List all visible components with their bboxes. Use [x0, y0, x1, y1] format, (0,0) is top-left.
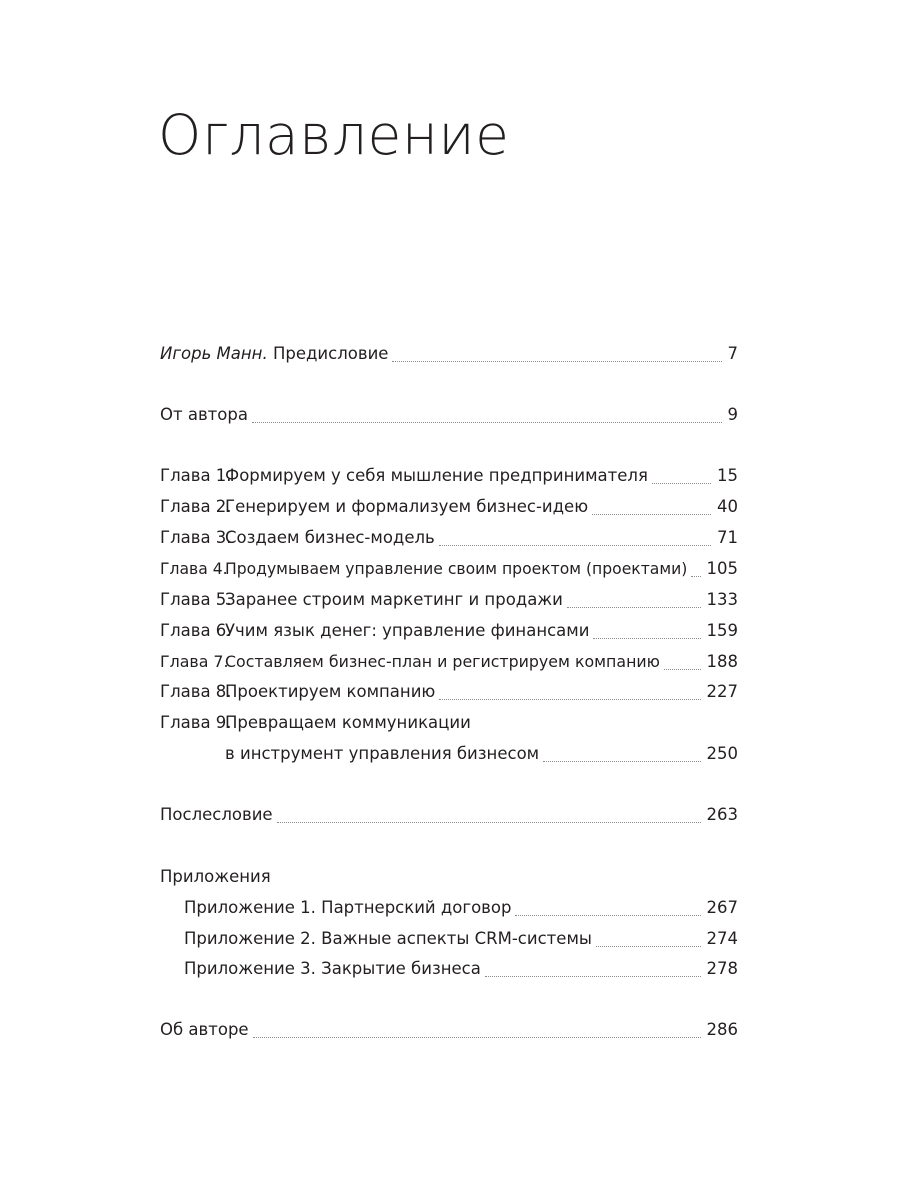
preface-label: Предисловие: [272, 344, 389, 363]
page-number: 278: [706, 959, 738, 978]
chapter-title: Генерируем и формализуем бизнес-идею: [225, 497, 589, 516]
toc-entry-appendix-2[interactable]: [184, 928, 738, 950]
toc-entry-chapter-8[interactable]: [160, 681, 738, 703]
dot-leader: [485, 976, 701, 977]
dot-leader: [691, 576, 700, 577]
page-number: 286: [706, 1020, 738, 1039]
toc-entry-chapter-9-continued[interactable]: [225, 743, 738, 765]
toc-entry-label: [160, 558, 687, 580]
dot-leader: [392, 361, 721, 362]
page-number: 274: [706, 929, 738, 948]
chapter-title: Заранее строим маркетинг и продажи: [225, 590, 563, 609]
chapter-title: Продумываем управление своим проектом (проектами): [225, 560, 688, 578]
page-number: 133: [706, 590, 738, 609]
dot-leader: [515, 915, 700, 916]
toc-entry-chapter-2[interactable]: [160, 496, 738, 518]
page-number: 71: [717, 528, 738, 547]
chapter-prefix: Глава 4.: [160, 560, 228, 578]
toc-entry-label: [160, 651, 660, 673]
toc-entry-chapter-5[interactable]: [160, 589, 738, 611]
preface-author: Игорь Манн.: [160, 344, 268, 363]
page-number: 105: [706, 559, 738, 578]
page-number: 40: [717, 497, 738, 516]
page-number: 159: [706, 621, 738, 640]
page-number: 250: [706, 744, 738, 763]
dot-leader: [252, 422, 722, 423]
dot-leader: [439, 699, 700, 700]
chapter-prefix: Глава 5.: [160, 590, 232, 609]
chapter-title-continued: в инструмент управления бизнесом: [225, 744, 540, 763]
page-number: 267: [706, 898, 738, 917]
appendices-heading: Приложения: [160, 867, 271, 886]
toc-entry-label: [160, 527, 435, 549]
chapter-prefix: Глава 2.: [160, 497, 232, 516]
toc-entry-label: [160, 465, 648, 487]
page-number: 9: [727, 405, 738, 424]
page-number: 7: [727, 344, 738, 363]
toc-entry-label: [160, 343, 388, 365]
toc-entry-chapter-1[interactable]: [160, 465, 738, 487]
toc-entry-label: Об авторе: [160, 1020, 249, 1039]
chapter-title: Составляем бизнес-план и регистрируем компанию: [225, 652, 660, 671]
chapter-title: Формируем у себя мышление предпринимателя: [225, 466, 648, 485]
toc-entry-label: От автора: [160, 405, 248, 424]
chapter-prefix: Глава 7.: [160, 652, 229, 671]
toc-entry-label: Приложение 3. Закрытие бизнеса: [184, 959, 481, 978]
page-number: 15: [717, 466, 738, 485]
toc-entry-chapter-4[interactable]: [160, 558, 738, 580]
dot-leader: [543, 761, 700, 762]
toc-entry-preface[interactable]: [160, 343, 738, 365]
page-number: 227: [706, 682, 738, 701]
chapter-prefix: Глава 1.: [160, 466, 232, 485]
toc-entry-chapter-7[interactable]: [160, 651, 738, 673]
toc-entry-from-author[interactable]: [160, 404, 738, 426]
toc-entry-appendix-1[interactable]: [184, 897, 738, 919]
toc-entry-label: [160, 620, 589, 642]
dot-leader: [253, 1037, 701, 1038]
dot-leader: [567, 607, 701, 608]
toc-entry-appendix-3[interactable]: [184, 958, 738, 980]
chapter-prefix: Глава 9.: [160, 713, 232, 732]
chapter-title: Проектируем компанию: [225, 682, 436, 701]
toc-entry-label: Послесловие: [160, 805, 273, 824]
toc-entry-label: Приложение 2. Важные аспекты CRM-системы: [184, 929, 592, 948]
chapter-prefix: Глава 6.: [160, 621, 232, 640]
page-number: 188: [706, 652, 738, 671]
toc-entry-label: Приложение 1. Партнерский договор: [184, 898, 512, 917]
dot-leader: [277, 822, 701, 823]
toc-entry-label: [160, 589, 563, 611]
chapter-prefix: Глава 8.: [160, 682, 232, 701]
dot-leader: [664, 669, 701, 670]
toc-entry-afterword[interactable]: [160, 804, 738, 826]
toc-entry-about-author[interactable]: [160, 1019, 738, 1041]
toc-entry-chapter-6[interactable]: [160, 620, 738, 642]
toc-entry-chapter-3[interactable]: [160, 527, 738, 549]
page-number: 263: [706, 805, 738, 824]
dot-leader: [592, 514, 711, 515]
toc-entry-chapter-9[interactable]: [160, 712, 471, 734]
chapter-title: Учим язык денег: управление финансами: [225, 621, 590, 640]
chapter-title: Создаем бизнес-модель: [225, 528, 435, 547]
dot-leader: [439, 545, 711, 546]
dot-leader: [593, 638, 700, 639]
chapter-title: Превращаем коммуникации: [225, 713, 471, 732]
dot-leader: [652, 483, 711, 484]
toc-entry-label: [160, 496, 588, 518]
toc-entry-label: [160, 681, 435, 703]
page-title: Оглавление: [158, 103, 510, 167]
chapter-prefix: Глава 3.: [160, 528, 232, 547]
dot-leader: [596, 946, 701, 947]
